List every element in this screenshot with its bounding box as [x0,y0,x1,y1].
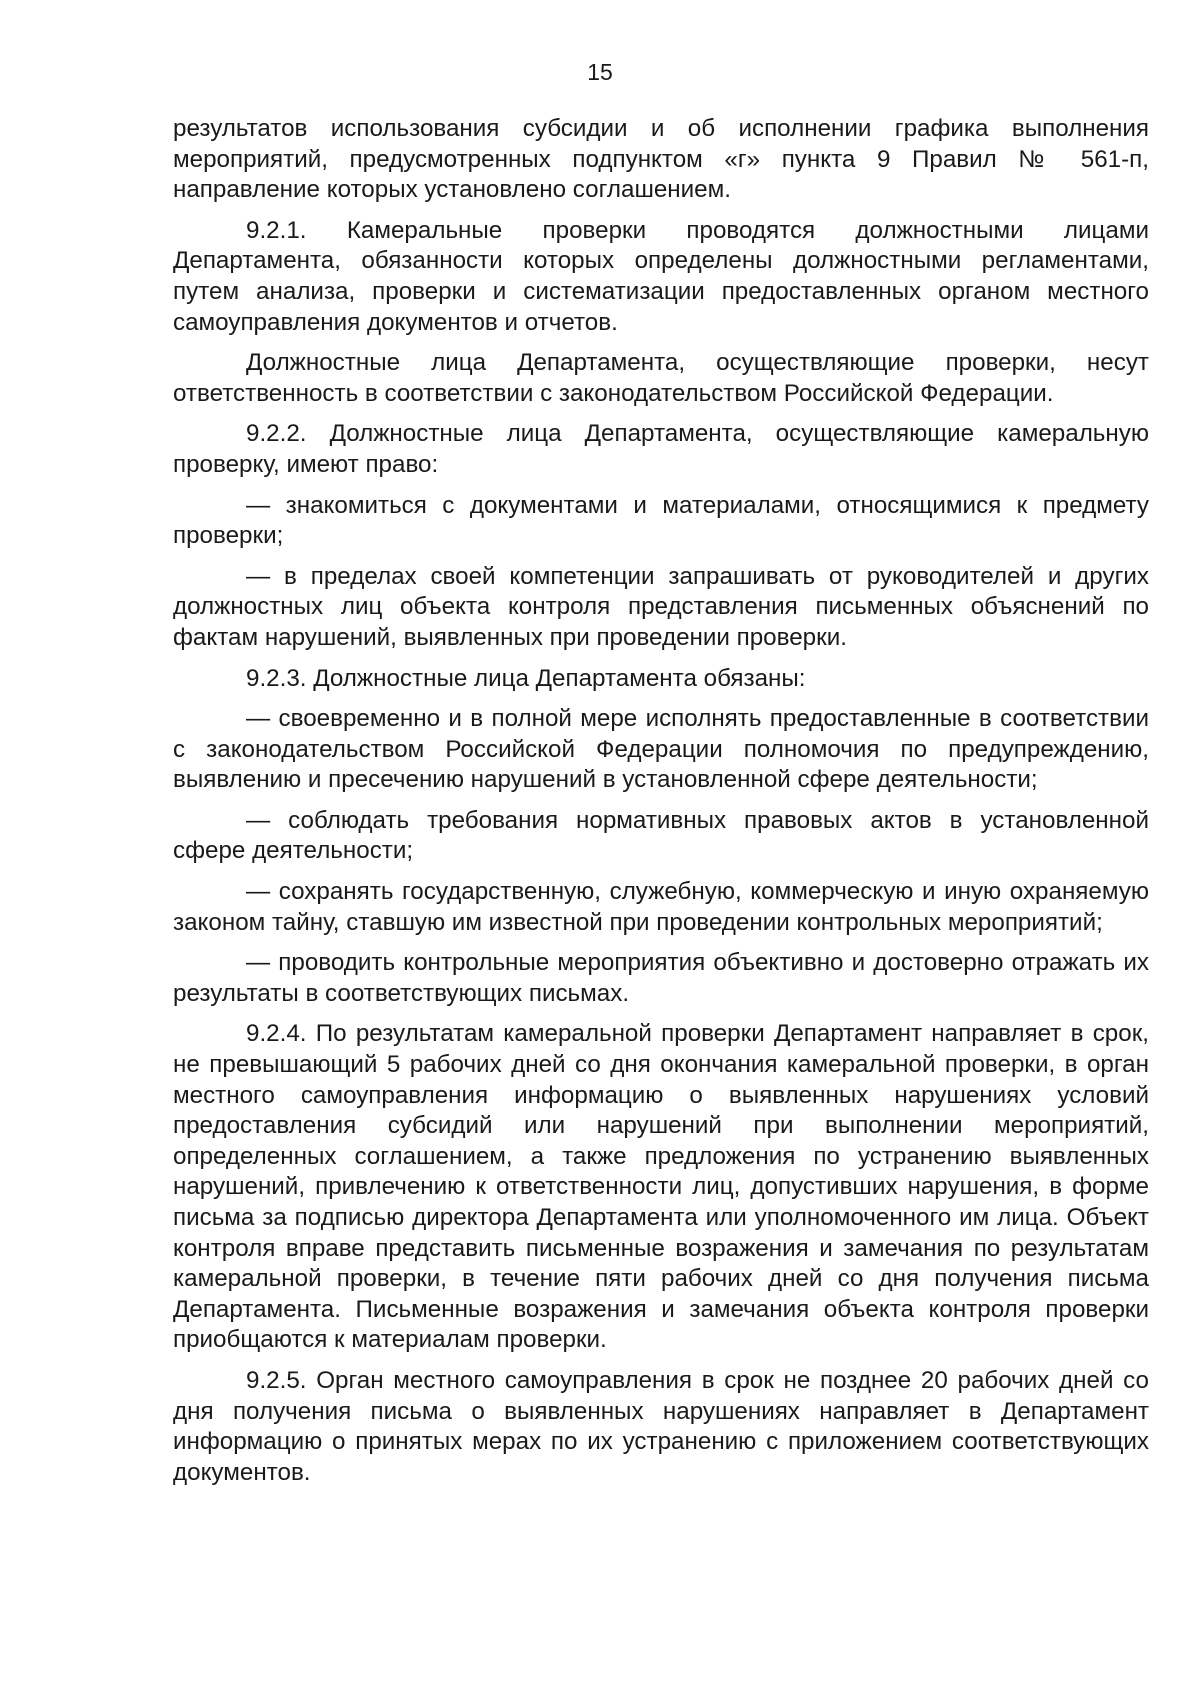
paragraph-9-2-4: 9.2.4. По результатам камеральной проверки Департамент направляет в срок, не превышающий 5 рабочих дней со дня окончания камеральной проверки, в орган местного самоуправления информацию о выявленных нарушениях условий предоставления субсидий или нарушений при выполнении мероприятий, определенных соглашением, а также предложения по устранению выявленных нарушений, привлечению к ответственности лиц, допустивших нарушения, в форме письма за подписью директора Департамента или уполномоченного им лица. Объект контроля вправе представить письменные возражения и замечания по результатам камеральной проверки, в течение пяти рабочих дней со дня получения письма Департамента. Письменные возражения и замечания объекта контроля проверки приобщаются к материалам проверки. [173,1020,1149,1354]
list-item-right-documents: — знакомиться с документами и материалами, относящимися к предмету проверки; [173,491,1149,550]
list-item-duty-secrecy: — сохранять государственную, служебную, коммерческую и иную охраняемую законом тайну, ставшую им известной при проведении контрольных мероприятий; [173,878,1149,936]
list-item-duty-requirements: — соблюдать требования нормативных правовых актов в установленной сфере деятельности; [173,806,1149,865]
list-item-duty-powers: — своевременно и в полной мере исполнять предоставленные в соответствии с законодательством Российской Федерации полномочия по предупреждению, выявлению и пресечению нарушений в установленной сфере деятельности; [173,705,1149,794]
paragraph-9-2-1: 9.2.1. Камеральные проверки проводятся должностными лицами Департамента, обязанности которых определены должностными регламентами, путем анализа, проверки и систематизации предоставленных органом местного самоуправления документов и отчетов. [173,216,1149,336]
list-item-duty-objectivity: — проводить контрольные мероприятия объективно и достоверно отражать их результаты в соответствующих письмах. [173,949,1149,1007]
document-body [173,114,1149,1498]
paragraph-9-2-5: 9.2.5. Орган местного самоуправления в срок не позднее 20 рабочих дней со дня получения письма о выявленных нарушениях направляет в Департамент информацию о принятых мерах по их устранению с приложением соответствующих документов. [173,1366,1149,1486]
paragraph-9-2-2: 9.2.2. Должностные лица Департамента, осуществляющие камеральную проверку, имеют право: [173,420,1149,478]
paragraph-continuation: результатов использования субсидии и об исполнении графика выполнения мероприятий, предусмотренных подпунктом «г» пункта 9 Правил № 561-п, направление которых установлено соглашением. [173,115,1149,204]
page-number: 15 [587,59,613,85]
paragraph-9-2-3: 9.2.3. Должностные лица Департамента обязаны: [246,664,806,692]
paragraph-responsibility: Должностные лица Департамента, осуществляющие проверки, несут ответственность в соответствии с законодательством Российской Федерации. [173,349,1149,407]
list-item-right-explanations: — в пределах своей компетенции запрашивать от руководителей и других должностных лиц объекта контроля представления письменных объяснений по фактам нарушений, выявленных при проведении проверки. [173,562,1149,651]
